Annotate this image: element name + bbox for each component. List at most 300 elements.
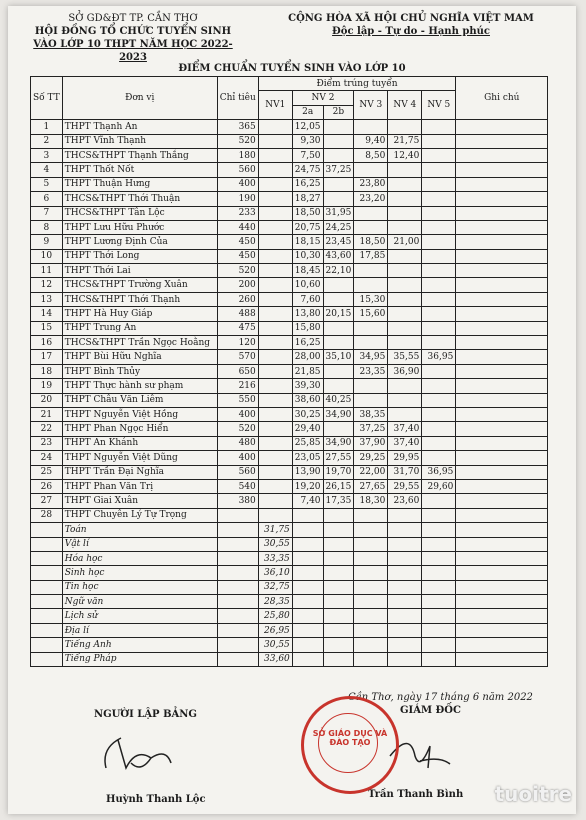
subject-stt [31,595,63,609]
row-score [422,508,456,522]
row-score: 19,70 [323,465,354,479]
row-score: 18,30 [354,494,388,508]
col-nv2a: 2a [292,105,323,119]
table-row [31,508,548,522]
row-score [422,134,456,148]
row-score [422,120,456,134]
table-row [31,206,548,220]
subject-score: 25,80 [258,609,292,623]
row-score [422,163,456,177]
row-score [422,307,456,321]
table-row [31,292,548,306]
row-score [388,220,422,234]
subject-row [31,537,548,551]
row-score [323,422,354,436]
row-don-vi: THPT Phan Ngọc Hiển [62,422,217,436]
subject-score: 33,35 [258,551,292,565]
row-stt: 16 [31,336,63,350]
row-score [258,379,292,393]
row-score [388,321,422,335]
row-stt: 12 [31,278,63,292]
row-stt: 3 [31,148,63,162]
row-score: 7,40 [292,494,323,508]
subject-score: 32,75 [258,580,292,594]
subject-empty-cell [292,523,323,537]
table-row [31,307,548,321]
subject-name: Địa lí [62,623,217,637]
row-score [258,220,292,234]
row-score [388,177,422,191]
row-score [354,336,388,350]
table-row [31,235,548,249]
row-score [422,364,456,378]
col-nv3: NV 3 [354,91,388,120]
subject-empty-cell [323,623,354,637]
row-score [354,206,388,220]
subject-empty-cell [388,623,422,637]
row-stt: 19 [31,379,63,393]
subject-empty-cell [354,537,388,551]
row-score: 15,30 [354,292,388,306]
row-stt: 4 [31,163,63,177]
row-score [258,479,292,493]
row-score: 7,60 [292,292,323,306]
row-ghi-chu [456,422,548,436]
row-score: 18,15 [292,235,323,249]
subject-empty-cell [422,652,456,666]
col-nv4: NV 4 [388,91,422,120]
issuer-line-1: SỞ GD&ĐT TP. CẦN THƠ [68,13,198,24]
row-score: 20,15 [323,307,354,321]
row-score: 9,40 [354,134,388,148]
row-score: 21,00 [388,235,422,249]
row-ghi-chu [456,177,548,191]
row-score: 23,35 [354,364,388,378]
subject-score: 31,75 [258,523,292,537]
subject-empty-cell [456,551,548,565]
row-don-vi: THPT Lưu Hữu Phước [62,220,217,234]
subject-empty-cell [456,566,548,580]
row-chi-tieu [217,508,258,522]
row-score [258,321,292,335]
row-score [258,350,292,364]
row-score: 19,20 [292,479,323,493]
row-score: 38,60 [292,393,323,407]
subject-score: 33,60 [258,652,292,666]
row-chi-tieu: 440 [217,220,258,234]
col-nv1: NV1 [258,91,292,120]
national-line-1: CỘNG HÒA XÃ HỘI CHỦ NGHĨA VIỆT MAM [288,13,534,24]
row-score: 27,55 [323,451,354,465]
row-ghi-chu [456,393,548,407]
row-chi-tieu: 650 [217,364,258,378]
row-stt: 20 [31,393,63,407]
col-diem-trung-tuyen: Điểm trúng tuyển [258,77,456,91]
row-don-vi: THPT Thới Lai [62,264,217,278]
row-stt: 28 [31,508,63,522]
row-chi-tieu: 233 [217,206,258,220]
row-stt: 5 [31,177,63,191]
row-score: 7,50 [292,148,323,162]
row-stt: 18 [31,364,63,378]
subject-empty-cell [456,580,548,594]
subject-empty-cell [422,609,456,623]
row-score [258,249,292,263]
row-score: 28,00 [292,350,323,364]
row-score: 12,05 [292,120,323,134]
subject-empty-cell [388,609,422,623]
row-don-vi: THPT Chuyên Lý Tự Trọng [62,508,217,522]
row-ghi-chu [456,148,548,162]
row-score: 37,90 [354,436,388,450]
subject-name: Toán [62,523,217,537]
row-score: 22,00 [354,465,388,479]
row-score: 23,45 [323,235,354,249]
row-don-vi: THPT Vĩnh Thạnh [62,134,217,148]
subject-empty-cell [292,580,323,594]
row-score [388,292,422,306]
subject-chi-tieu [217,566,258,580]
row-score: 37,25 [354,422,388,436]
row-chi-tieu: 200 [217,278,258,292]
table-row [31,465,548,479]
official-stamp [301,696,399,794]
subject-stt [31,623,63,637]
watermark-logo: tuoitre [494,782,572,806]
table-row [31,379,548,393]
col-nv2: NV 2 [292,91,354,105]
subject-stt [31,638,63,652]
subject-empty-cell [422,523,456,537]
row-score [258,508,292,522]
col-don-vi: Đơn vị [62,77,217,120]
subject-empty-cell [292,609,323,623]
row-ghi-chu [456,465,548,479]
subject-empty-cell [388,566,422,580]
subject-empty-cell [456,595,548,609]
subject-row [31,652,548,666]
row-score [422,249,456,263]
row-don-vi: THPT Nguyễn Việt Hồng [62,407,217,421]
row-score [422,379,456,393]
row-don-vi: THPT Thới Long [62,249,217,263]
row-chi-tieu: 550 [217,393,258,407]
row-score: 43,60 [323,249,354,263]
national-header [276,12,546,38]
row-score: 26,15 [323,479,354,493]
row-score: 18,45 [292,264,323,278]
row-don-vi: THPT Nguyễn Việt Dũng [62,451,217,465]
table-row [31,479,548,493]
table-row [31,393,548,407]
row-don-vi: THCS&THPT Thới Thạnh [62,292,217,306]
row-score [354,321,388,335]
table-row [31,177,548,191]
row-score [323,508,354,522]
row-score: 16,25 [292,336,323,350]
row-score [422,220,456,234]
row-score: 29,95 [388,451,422,465]
row-score: 36,95 [422,465,456,479]
subject-empty-cell [323,652,354,666]
row-score [388,264,422,278]
subject-name: Tiếng Pháp [62,652,217,666]
row-score [258,364,292,378]
row-score [258,264,292,278]
row-ghi-chu [456,436,548,450]
row-score: 35,10 [323,350,354,364]
subject-row [31,551,548,565]
row-chi-tieu: 480 [217,436,258,450]
subject-row [31,638,548,652]
row-score: 10,60 [292,278,323,292]
row-score [258,206,292,220]
row-ghi-chu [456,206,548,220]
subject-empty-cell [388,638,422,652]
row-score: 34,90 [323,436,354,450]
row-score: 23,20 [354,192,388,206]
subject-empty-cell [354,566,388,580]
row-don-vi: THPT Trần Đại Nghĩa [62,465,217,479]
subject-empty-cell [292,623,323,637]
row-score [388,379,422,393]
subject-empty-cell [323,595,354,609]
subject-empty-cell [354,580,388,594]
subject-stt [31,609,63,623]
subject-empty-cell [456,623,548,637]
row-score: 10,30 [292,249,323,263]
row-score [323,292,354,306]
row-don-vi: THPT Hà Huy Giáp [62,307,217,321]
row-don-vi: THPT Thực hành sư phạm [62,379,217,393]
subject-stt [31,523,63,537]
row-score: 15,60 [354,307,388,321]
row-chi-tieu: 570 [217,350,258,364]
row-score [422,264,456,278]
subject-name: Tiếng Anh [62,638,217,652]
row-ghi-chu [456,278,548,292]
row-score: 36,90 [388,364,422,378]
subject-empty-cell [388,537,422,551]
row-chi-tieu: 380 [217,494,258,508]
row-don-vi: THCS&THPT Thới Thuận [62,192,217,206]
subject-empty-cell [323,537,354,551]
row-score: 40,25 [323,393,354,407]
subject-name: Hóa học [62,551,217,565]
subject-empty-cell [388,523,422,537]
issuer-header [28,12,238,64]
row-score [388,120,422,134]
row-ghi-chu [456,134,548,148]
subject-chi-tieu [217,623,258,637]
row-score [388,336,422,350]
stamp-text: SỞ GIÁO DỤC VÀ ĐÀO TẠO [312,729,388,747]
table-row [31,451,548,465]
row-don-vi: THPT Thốt Nốt [62,163,217,177]
row-don-vi: THPT Bình Thủy [62,364,217,378]
row-score: 17,85 [354,249,388,263]
row-stt: 10 [31,249,63,263]
row-score [323,120,354,134]
row-score: 37,25 [323,163,354,177]
row-score [258,494,292,508]
row-chi-tieu: 520 [217,134,258,148]
row-score [258,163,292,177]
row-don-vi: THPT Trung An [62,321,217,335]
row-score [388,278,422,292]
director-title: GIÁM ĐỐC [400,705,461,716]
row-score: 16,25 [292,177,323,191]
subject-empty-cell [292,652,323,666]
subject-chi-tieu [217,638,258,652]
row-score: 34,90 [323,407,354,421]
issuer-line-2: HỘI ĐỒNG TỔ CHỨC TUYỂN SINH [34,26,232,37]
subject-empty-cell [388,595,422,609]
row-stt: 7 [31,206,63,220]
row-stt: 14 [31,307,63,321]
row-chi-tieu: 365 [217,120,258,134]
row-score [422,407,456,421]
row-chi-tieu: 260 [217,292,258,306]
row-score: 13,80 [292,307,323,321]
row-ghi-chu [456,192,548,206]
row-score: 18,50 [292,206,323,220]
table-row [31,364,548,378]
row-score [354,393,388,407]
subject-row [31,595,548,609]
row-score: 17,35 [323,494,354,508]
subject-empty-cell [323,580,354,594]
row-ghi-chu [456,249,548,263]
subject-score: 30,55 [258,537,292,551]
row-score [422,393,456,407]
row-score [422,177,456,191]
row-score: 24,25 [323,220,354,234]
subject-row [31,623,548,637]
row-score: 36,95 [422,350,456,364]
row-ghi-chu [456,264,548,278]
row-stt: 9 [31,235,63,249]
row-score [323,192,354,206]
row-don-vi: THPT Giai Xuân [62,494,217,508]
table-row [31,220,548,234]
subject-empty-cell [422,595,456,609]
subject-empty-cell [456,537,548,551]
row-chi-tieu: 400 [217,177,258,191]
subject-row [31,609,548,623]
preparer-name: Huỳnh Thanh Lộc [106,794,206,805]
subject-chi-tieu [217,523,258,537]
row-score [258,451,292,465]
row-score: 27,65 [354,479,388,493]
row-score [422,422,456,436]
subject-chi-tieu [217,609,258,623]
row-score [258,235,292,249]
row-don-vi: THCS&THPT Tân Lộc [62,206,217,220]
table-row [31,494,548,508]
row-ghi-chu [456,379,548,393]
row-score: 18,50 [354,235,388,249]
row-score: 23,60 [388,494,422,508]
subject-empty-cell [354,523,388,537]
subject-empty-cell [388,580,422,594]
subject-chi-tieu [217,537,258,551]
col-ghi-chu: Ghi chú [456,77,548,120]
row-chi-tieu: 520 [217,264,258,278]
row-score: 37,40 [388,422,422,436]
subject-name: Vật lí [62,537,217,551]
row-ghi-chu [456,307,548,321]
row-score [323,278,354,292]
row-chi-tieu: 400 [217,451,258,465]
row-score [388,307,422,321]
subject-name: Tin học [62,580,217,594]
row-ghi-chu [456,321,548,335]
row-don-vi: THPT Phan Văn Trị [62,479,217,493]
subject-stt [31,551,63,565]
row-score: 29,55 [388,479,422,493]
row-score: 21,75 [388,134,422,148]
row-score: 9,30 [292,134,323,148]
row-don-vi: THPT Lương Định Của [62,235,217,249]
row-chi-tieu: 450 [217,249,258,263]
subject-empty-cell [456,609,548,623]
row-don-vi: THPT Châu Văn Liêm [62,393,217,407]
row-ghi-chu [456,220,548,234]
subject-empty-cell [422,566,456,580]
col-nv5: NV 5 [422,91,456,120]
row-chi-tieu: 520 [217,422,258,436]
table-row [31,422,548,436]
row-score [323,134,354,148]
document-page [8,6,576,814]
row-score: 22,10 [323,264,354,278]
row-score [354,163,388,177]
preparer-signature [96,728,176,778]
table-row [31,278,548,292]
col-stt: Số TT [31,77,63,120]
row-score [258,307,292,321]
row-score [323,321,354,335]
table-row [31,321,548,335]
document-title: ĐIỂM CHUẨN TUYỂN SINH VÀO LỚP 10 [178,63,406,74]
row-score: 29,25 [354,451,388,465]
row-score [292,508,323,522]
subject-score: 36,10 [258,566,292,580]
row-chi-tieu: 190 [217,192,258,206]
row-score: 25,85 [292,436,323,450]
row-score: 31,95 [323,206,354,220]
row-chi-tieu: 120 [217,336,258,350]
row-score [323,148,354,162]
row-ghi-chu [456,292,548,306]
row-score [258,134,292,148]
subject-empty-cell [323,566,354,580]
row-ghi-chu [456,451,548,465]
row-chi-tieu: 450 [217,235,258,249]
row-score [258,120,292,134]
row-score [323,177,354,191]
row-score [422,336,456,350]
row-don-vi: THPT Bùi Hữu Nghĩa [62,350,217,364]
row-don-vi: THPT Thạnh An [62,120,217,134]
row-stt: 1 [31,120,63,134]
subject-name: Lịch sử [62,609,217,623]
row-score [422,436,456,450]
table-row [31,350,548,364]
row-score [388,249,422,263]
row-don-vi: THPT Thuận Hưng [62,177,217,191]
